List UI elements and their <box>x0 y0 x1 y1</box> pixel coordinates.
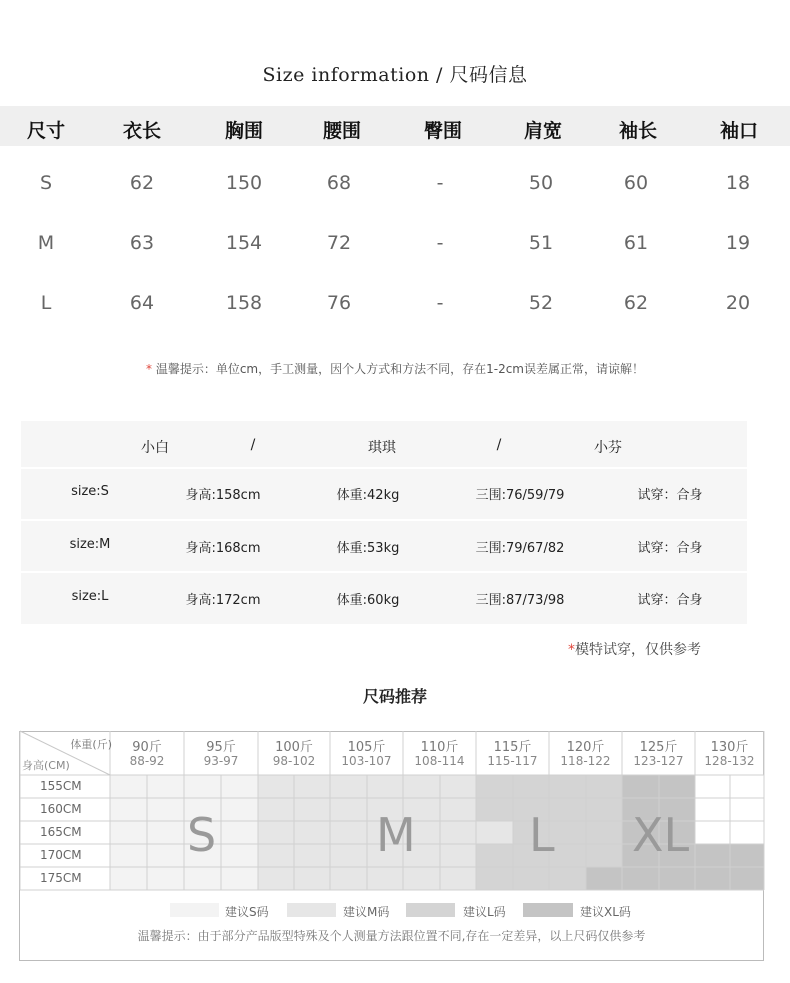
grid-cell <box>184 867 221 890</box>
grid-cell <box>147 775 184 798</box>
weight-range-label: 118-122 <box>560 754 611 768</box>
size-cell: 20 <box>725 292 751 314</box>
grid-cell <box>549 775 586 798</box>
size-cell: 158 <box>225 292 263 314</box>
grid-cell <box>440 775 476 798</box>
grid-cell <box>221 867 258 890</box>
weight-jin-label: 90斤 <box>132 740 162 755</box>
grid-cell <box>586 867 622 890</box>
model-fit: 试穿：合身 <box>637 488 703 503</box>
size-cell: 18 <box>725 172 751 194</box>
size-cell: 50 <box>528 172 554 194</box>
grid-cell <box>221 844 258 867</box>
grid-cell <box>622 867 659 890</box>
grid-cell <box>110 821 147 844</box>
legend-swatch-m <box>287 903 336 917</box>
grid-cell <box>659 775 695 798</box>
size-cell: L <box>40 292 52 314</box>
grid-cell <box>147 798 184 821</box>
size-table-header: 尺寸 <box>26 120 65 142</box>
grid-cell <box>730 775 764 798</box>
grid-cell <box>476 775 513 798</box>
grid-cell <box>367 775 403 798</box>
size-note-text: 温馨提示：单位cm，手工测量，因个人方式和方法不同，存在1-2cm误差属正常，请谅解！ <box>152 362 644 376</box>
weight-jin-label: 95斤 <box>206 740 236 755</box>
weight-jin-label: 110斤 <box>420 740 459 755</box>
note-star: * <box>568 642 575 658</box>
grid-cell <box>221 798 258 821</box>
model-name: 小白 <box>141 440 169 456</box>
height-label: 175CM <box>40 871 82 885</box>
page-title: Size information / 尺码信息 <box>262 64 528 86</box>
size-cell: - <box>436 172 444 194</box>
model-fit: 试穿：合身 <box>637 593 703 608</box>
grid-cell <box>513 775 549 798</box>
height-label: 165CM <box>40 825 82 839</box>
grid-cell <box>622 775 659 798</box>
size-table-header: 衣长 <box>122 120 161 142</box>
size-cell: 61 <box>623 232 649 254</box>
model-height: 身高:172cm <box>185 593 261 608</box>
grid-cell <box>586 798 622 821</box>
model-height: 身高:158cm <box>185 488 261 503</box>
weight-jin-label: 120斤 <box>566 740 605 755</box>
grid-cell <box>258 798 294 821</box>
size-table-header: 袖长 <box>618 120 657 142</box>
model-name: 小芬 <box>594 440 622 456</box>
grid-cell <box>695 775 730 798</box>
weight-range-label: 93-97 <box>203 754 239 768</box>
size-cell: 60 <box>623 172 649 194</box>
size-cell: 62 <box>129 172 155 194</box>
corner-height-label: 身高(CM) <box>22 759 70 772</box>
grid-cell <box>695 798 730 821</box>
legend-swatch-xl <box>523 903 573 917</box>
legend-label: 建议S码 <box>225 905 269 919</box>
weight-range-label: 98-102 <box>272 754 316 768</box>
grid-cell <box>294 844 330 867</box>
size-table-header: 肩宽 <box>523 120 562 142</box>
size-table-header: 臀围 <box>423 120 462 142</box>
height-label: 160CM <box>40 802 82 816</box>
legend-label: 建议M码 <box>343 905 390 919</box>
model-weight: 体重:60kg <box>336 593 400 608</box>
model-height: 身高:168cm <box>185 541 261 556</box>
size-cell: S <box>39 172 53 194</box>
model-separator: / <box>250 437 256 453</box>
grid-cell <box>258 821 294 844</box>
grid-cell <box>440 821 476 844</box>
weight-range-label: 128-132 <box>704 754 755 768</box>
size-cell: 63 <box>129 232 155 254</box>
size-cell: 72 <box>326 232 352 254</box>
legend-label: 建议L码 <box>463 905 506 919</box>
weight-jin-label: 105斤 <box>347 740 386 755</box>
grid-cell <box>110 844 147 867</box>
grid-cell <box>403 775 440 798</box>
grid-cell <box>294 798 330 821</box>
model-weight: 体重:42kg <box>336 488 400 503</box>
weight-jin-label: 100斤 <box>275 740 313 755</box>
legend-label: 建议XL码 <box>580 905 631 919</box>
grid-cell <box>440 867 476 890</box>
grid-cell <box>476 821 513 844</box>
grid-cell <box>147 844 184 867</box>
size-cell: M <box>37 232 55 254</box>
size-cell: 76 <box>326 292 352 314</box>
model-name: 琪琪 <box>368 440 396 456</box>
size-cell: 64 <box>129 292 155 314</box>
corner-weight-label: 体重(斤) <box>70 738 112 751</box>
grid-cell <box>476 844 513 867</box>
recommend-note: 温馨提示：由于部分产品版型特殊及个人测量方法跟位置不同,存在一定差异，以上尺码仅供参考 <box>137 929 646 943</box>
grid-cell <box>695 844 730 867</box>
grid-cell <box>367 867 403 890</box>
grid-cell <box>659 867 695 890</box>
size-cell: 68 <box>326 172 352 194</box>
weight-jin-label: 125斤 <box>639 740 678 755</box>
grid-cell <box>586 821 622 844</box>
size-table-header: 腰围 <box>322 120 361 142</box>
model-weight: 体重:53kg <box>336 541 400 556</box>
size-cell: 51 <box>528 232 554 254</box>
grid-cell <box>695 867 730 890</box>
weight-jin-label: 115斤 <box>493 740 532 755</box>
note-star: * <box>146 362 152 376</box>
grid-cell <box>440 798 476 821</box>
model-size: size:L <box>71 589 109 604</box>
size-cell: 150 <box>225 172 263 194</box>
size-letter-l: L <box>529 808 555 862</box>
height-label: 155CM <box>40 779 82 793</box>
size-cell: 62 <box>623 292 649 314</box>
size-cell: - <box>436 292 444 314</box>
size-table-header: 胸围 <box>224 120 263 142</box>
weight-jin-label: 130斤 <box>710 740 749 755</box>
grid-cell <box>476 798 513 821</box>
grid-cell <box>330 775 367 798</box>
legend-swatch-s <box>170 903 219 917</box>
size-cell: 19 <box>725 232 751 254</box>
height-label: 170CM <box>40 848 82 862</box>
grid-cell <box>294 867 330 890</box>
model-size: size:M <box>69 537 111 552</box>
grid-cell <box>110 775 147 798</box>
grid-cell <box>330 798 367 821</box>
grid-cell <box>330 867 367 890</box>
model-note-text: 模特试穿，仅供参考 <box>575 642 701 658</box>
size-cell: - <box>436 232 444 254</box>
grid-cell <box>147 867 184 890</box>
grid-cell <box>586 844 622 867</box>
size-letter-m: M <box>376 808 416 862</box>
model-size: size:S <box>71 484 109 499</box>
grid-cell <box>110 798 147 821</box>
model-measures: 三围:76/59/79 <box>475 488 565 503</box>
grid-cell <box>147 821 184 844</box>
size-cell: 154 <box>225 232 263 254</box>
size-table-header: 袖口 <box>719 120 758 142</box>
model-measures: 三围:79/67/82 <box>475 541 565 556</box>
weight-range-label: 108-114 <box>414 754 465 768</box>
grid-cell <box>440 844 476 867</box>
weight-range-label: 88-92 <box>129 754 165 768</box>
weight-range-label: 103-107 <box>341 754 392 768</box>
size-letter-s: S <box>187 808 217 862</box>
size-letter-xl: XL <box>632 808 690 862</box>
grid-cell <box>258 867 294 890</box>
grid-cell <box>221 775 258 798</box>
legend-swatch-l <box>406 903 455 917</box>
grid-cell <box>403 867 440 890</box>
weight-range-label: 123-127 <box>633 754 684 768</box>
grid-cell <box>476 867 513 890</box>
grid-cell <box>730 844 764 867</box>
grid-cell <box>730 798 764 821</box>
grid-cell <box>221 821 258 844</box>
grid-cell <box>586 775 622 798</box>
weight-range-label: 115-117 <box>487 754 538 768</box>
grid-cell <box>184 775 221 798</box>
grid-cell <box>549 867 586 890</box>
recommend-title: 尺码推荐 <box>362 687 427 706</box>
grid-cell <box>330 844 367 867</box>
grid-cell <box>294 821 330 844</box>
grid-cell <box>730 821 764 844</box>
grid-cell <box>110 867 147 890</box>
grid-cell <box>513 867 549 890</box>
model-fit: 试穿：合身 <box>637 541 703 556</box>
grid-cell <box>695 821 730 844</box>
grid-cell <box>730 867 764 890</box>
grid-cell <box>294 775 330 798</box>
grid-cell <box>258 844 294 867</box>
size-cell: 52 <box>528 292 554 314</box>
grid-cell <box>258 775 294 798</box>
model-separator: / <box>496 437 502 453</box>
grid-cell <box>330 821 367 844</box>
model-measures: 三围:87/73/98 <box>475 593 565 608</box>
